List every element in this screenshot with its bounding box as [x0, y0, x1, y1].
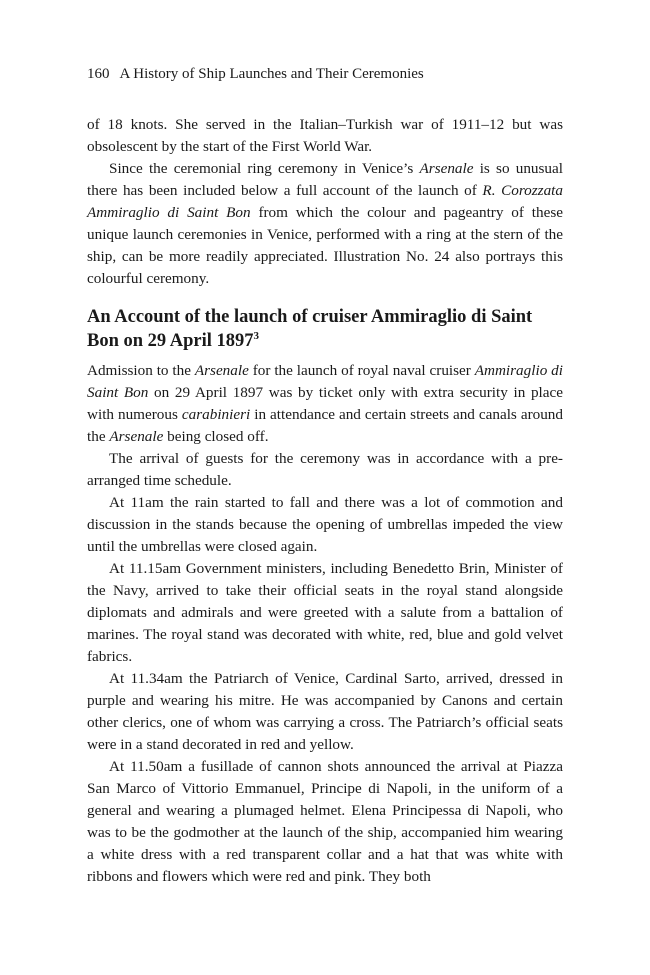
text: is so unusual there has been included below a full account of the launch of	[87, 160, 563, 199]
page-number: 160	[87, 66, 110, 82]
paragraph-ministers: At 11.15am Government ministers, including Benedetto Brin, Minister of the Navy, arrived to take their official seats in the royal stand alongside diplomats and admirals and were greeted with a salute from a battalion of marines. The royal stand was decorated with white, red, blue and gold velvet fabrics.	[87, 560, 563, 665]
text: in attendance and certain streets and canals around the	[87, 406, 563, 445]
italic-term: Arsenale	[109, 428, 164, 445]
paragraph-guests: The arrival of guests for the ceremony was in accordance with a pre-arranged time schedule.	[87, 450, 563, 489]
italic-term: Arsenale	[419, 160, 474, 177]
text: Since the ceremonial ring ceremony in Venice’s	[109, 160, 420, 177]
footnote-reference[interactable]: 3	[253, 329, 260, 342]
section-heading	[87, 305, 563, 353]
running-header	[87, 64, 563, 84]
italic-term: Arsenale	[194, 362, 249, 379]
text: for the launch of royal naval cruiser	[248, 362, 475, 379]
paragraph-royal-arrival: At 11.50am a fusillade of cannon shots announced the arrival at Piazza San Marco of Vittorio Emmanuel, Principe di Napoli, in the uniform of a general and wearing a plumaged helmet. Elena Principessa di Napoli, who was to be the godmother at the launch of the ship, accompanied him wearing a white dress with a red transparent collar and a hat that was white with ribbons and flowers which were red and pink. They both	[87, 758, 563, 885]
text: Admission to the	[87, 362, 195, 379]
paragraph-continuation: of 18 knots. She served in the Italian–Turkish war of 1911–12 but was obsolescent by the start of the First World War.	[87, 116, 563, 155]
italic-ship-name: Ammiraglio di Saint Bon	[87, 362, 563, 401]
book-page	[87, 64, 563, 888]
italic-ship-name: R. Corozzata Ammiraglio di Saint Bon	[87, 182, 563, 221]
text: from which the colour and pageantry of these unique launch ceremonies in Venice, performed with a ring at the stern of the ship, can be more readily appreciated. Illustration No. 24 also portrays this colourful ceremony.	[87, 204, 563, 287]
paragraph-rain: At 11am the rain started to fall and there was a lot of commotion and discussion in the stands because the opening of umbrellas impeded the view until the umbrellas were closed again.	[87, 494, 563, 555]
text: being closed off.	[163, 428, 269, 445]
italic-term: carabinieri	[181, 406, 251, 423]
running-title: A History of Ship Launches and Their Ceremonies	[119, 66, 424, 82]
text: on 29 April 1897 was by ticket only with extra security in place with numerous	[87, 384, 564, 423]
heading-text: An Account of the launch of cruiser Ammiraglio di Saint Bon on 29 April 1897	[87, 307, 533, 351]
paragraph-admission	[87, 360, 563, 448]
paragraph-patriarch: At 11.34am the Patriarch of Venice, Cardinal Sarto, arrived, dressed in purple and wearing his mitre. He was accompanied by Canons and certain other clerics, one of whom was carrying a cross. The Patriarch’s official seats were in a stand decorated in red and yellow.	[87, 670, 563, 753]
paragraph-ring-ceremony	[87, 158, 563, 290]
